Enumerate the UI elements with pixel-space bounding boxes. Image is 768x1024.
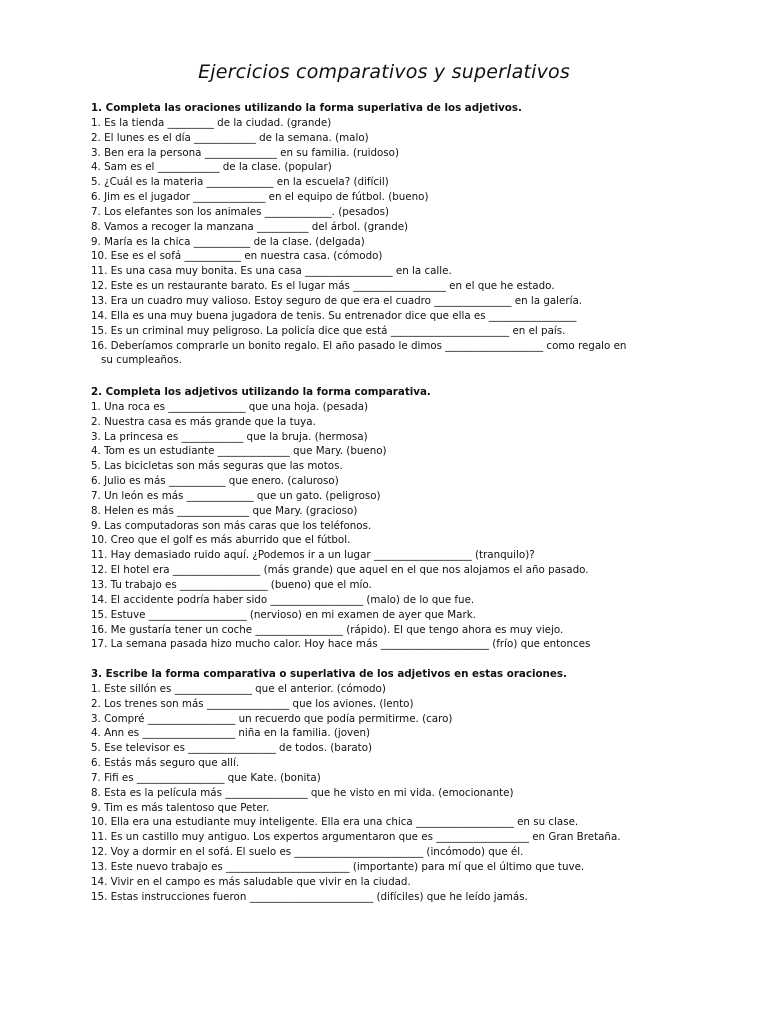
exercise-item: 10. Ese es el sofá ___________ en nuestra casa. (cómodo)	[91, 250, 383, 263]
exercise-item: 6. Estás más seguro que allí.	[91, 757, 240, 770]
exercise-item: 11. Es una casa muy bonita. Es una casa _________________ en la calle.	[91, 265, 452, 278]
exercise-item: 12. Este es un restaurante barato. Es el lugar más __________________ en el que he estado.	[91, 280, 555, 293]
exercise-item: 3. Ben era la persona ______________ en su familia. (ruidoso)	[91, 146, 399, 159]
exercise-item: 7. Un león es más _____________ que un gato. (peligroso)	[91, 489, 381, 502]
exercise-item: 15. Es un criminal muy peligroso. La policía dice que está _______________________ en el país.	[91, 324, 566, 337]
exercise-item: 4. Ann es __________________ niña en la familia. (joven)	[91, 727, 371, 740]
exercise-item: 16. Deberíamos comprarle un bonito regalo. El año pasado le dimos ___________________ como regalo en	[91, 339, 627, 352]
exercise-item: 13. Tu trabajo es _________________ (bueno) que el mío.	[91, 578, 372, 591]
exercise-item: 10. Ella era una estudiante muy inteligente. Ella era una chica ___________________ en su clase.	[91, 816, 579, 829]
exercise-item: 17. La semana pasada hizo mucho calor. Hoy hace más _____________________ (frío) que entonces	[91, 638, 591, 651]
exercise-item: 2. El lunes es el día ____________ de la semana. (malo)	[91, 131, 369, 144]
exercise-item: 10. Creo que el golf es más aburrido que el fútbol.	[91, 534, 351, 547]
exercise-item: 7. Los elefantes son los animales _____________. (pesados)	[91, 205, 389, 218]
exercise-item: 9. María es la chica ___________ de la clase. (delgada)	[91, 235, 365, 248]
exercise-item: 4. Sam es el ____________ de la clase. (popular)	[91, 161, 332, 174]
exercise-item: 1. Este sillón es _______________ que el anterior. (cómodo)	[91, 682, 386, 695]
section-heading: 3. Escribe la forma comparativa o superlativa de los adjetivos en estas oraciones.	[91, 668, 567, 680]
exercise-item: 8. Helen es más ______________ que Mary. (gracioso)	[91, 504, 358, 517]
section-heading: 2. Completa los adjetivos utilizando la forma comparativa.	[91, 386, 431, 398]
exercise-item: 9. Tim es más talentoso que Peter.	[91, 801, 270, 814]
exercise-item: 14. Vivir en el campo es más saludable que vivir en la ciudad.	[91, 875, 411, 888]
exercise-item: 16. Me gustaría tener un coche _________________ (rápido). El que tengo ahora es muy viejo.	[91, 623, 564, 636]
exercise-item: 12. El hotel era _________________ (más grande) que aquel en el que nos alojamos el año pasado.	[91, 564, 589, 577]
exercise-item: 5. ¿Cuál es la materia _____________ en la escuela? (difícil)	[91, 176, 389, 189]
exercise-item: 6. Julio es más ___________ que enero. (caluroso)	[91, 475, 339, 488]
exercise-item: 3. Compré _________________ un recuerdo que podía permitirme. (caro)	[91, 712, 453, 725]
exercise-item: 2. Los trenes son más ________________ que los aviones. (lento)	[91, 697, 414, 710]
exercise-item: 2. Nuestra casa es más grande que la tuya.	[91, 415, 316, 428]
exercise-item: 9. Las computadoras son más caras que los teléfonos.	[91, 519, 372, 532]
exercise-item: 8. Esta es la película más ________________ que he visto en mi vida. (emocionante)	[91, 786, 514, 799]
exercise-item: 13. Este nuevo trabajo es ________________________ (importante) para mí que el último que tuve.	[91, 860, 585, 873]
section-comparatives	[91, 385, 731, 652]
section-mixed	[91, 667, 731, 905]
exercise-item: 6. Jim es el jugador ______________ en el equipo de fútbol. (bueno)	[91, 191, 429, 204]
exercise-item: 11. Hay demasiado ruido aquí. ¿Podemos ir a un lugar ___________________ (tranquilo)?	[91, 549, 535, 562]
section-heading: 1. Completa las oraciones utilizando la forma superlativa de los adjetivos.	[91, 102, 522, 114]
exercise-item: 1. Una roca es _______________ que una hoja. (pesada)	[91, 400, 369, 413]
exercise-item: 5. Ese televisor es _________________ de todos. (barato)	[91, 742, 373, 755]
exercise-item: 12. Voy a dormir en el sofá. El suelo es _________________________ (incómodo) que él.	[91, 846, 524, 859]
exercise-item: 14. El accidente podría haber sido __________________ (malo) de lo que fue.	[91, 593, 475, 606]
exercise-item: 14. Ella es una muy buena jugadora de tenis. Su entrenador dice que ella es _________________	[91, 309, 577, 322]
exercise-item: 15. Estuve ___________________ (nervioso) en mi examen de ayer que Mark.	[91, 608, 476, 621]
exercise-item: 4. Tom es un estudiante ______________ que Mary. (bueno)	[91, 445, 387, 458]
section-superlatives	[91, 101, 731, 368]
exercise-item: 11. Es un castillo muy antiguo. Los expertos argumentaron que es __________________ en Gran Bretaña.	[91, 831, 621, 844]
exercise-item: 13. Era un cuadro muy valioso. Estoy seguro de que era el cuadro _______________ en la galería.	[91, 294, 583, 307]
page-title: Ejercicios comparativos y superlativos	[198, 61, 570, 83]
exercise-item: su cumpleaños.	[101, 354, 182, 367]
exercise-item: 8. Vamos a recoger la manzana __________ del árbol. (grande)	[91, 220, 409, 233]
exercise-item: 7. Fifi es _________________ que Kate. (bonita)	[91, 771, 321, 784]
exercise-item: 5. Las bicicletas son más seguras que las motos.	[91, 460, 343, 473]
exercise-item: 3. La princesa es ____________ que la bruja. (hermosa)	[91, 430, 368, 443]
exercise-item: 15. Estas instrucciones fueron ________________________ (difíciles) que he leído jamás.	[91, 890, 528, 903]
exercise-item: 1. Es la tienda _________ de la ciudad. (grande)	[91, 116, 332, 129]
